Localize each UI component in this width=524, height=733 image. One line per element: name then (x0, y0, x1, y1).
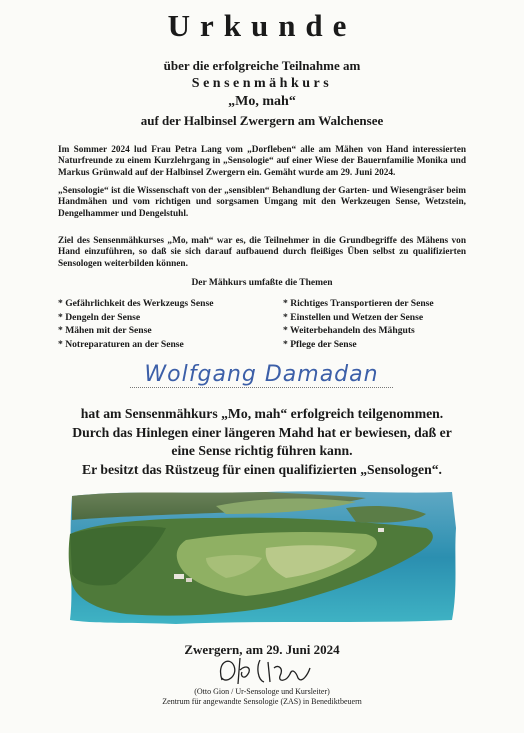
participant-name-field (130, 362, 393, 388)
themes-heading: Der Mähkurs umfaßte die Themen (191, 278, 333, 288)
topic-item: * Einstellen und Wetzen der Sense (283, 311, 424, 323)
certificate-title: Urkunde (167, 8, 357, 43)
place-date: Zwergern, am 29. Juni 2024 (184, 642, 340, 657)
topics-list-left (58, 297, 213, 351)
dotted-line (130, 387, 393, 388)
intro-paragraph: Im Sommer 2024 lud Frau Petra Lang vom „Dorfleben“ alle am Mähen von Hand interessierten Naturfreunde zu einem Kurzlehrgang in „Sensologie“ auf einer Wiese der Bauernfamilie Monika und Markus Grünwald auf der Halbinsel Zwergern ein. Gemäht wurde am 29. Juni 2024. (58, 145, 466, 178)
subtitle-line: über die erfolgreiche Teilnahme am (163, 58, 361, 73)
goal-paragraph: Ziel des Sensenmähkurses „Mo, mah“ war es, die Teilnehmer in die Grundbegriffe des Mähens von Hand einzuführen, so daß sie sich darauf aufbauend durch fleißiges Üben selbst zu qualifizierten Sensologen weiterbilden können. (58, 236, 466, 269)
signer-name: (Otto Gion / Ur-Sensologe und Kursleiter) (194, 687, 330, 696)
definition-paragraph: „Sensologie“ ist die Wissenschaft von der „sensiblen“ Behandlung der Garten- und Wiesengräser beim Handmähen und vom richtigen und sorgsamen Umgang mit den Werkzeugen Sense, Wetzstein, Dengelhammer und Dengelstuhl. (58, 186, 466, 219)
topic-item: * Pflege der Sense (283, 338, 357, 350)
topic-item: * Notreparaturen an der Sense (58, 338, 184, 350)
topic-item: * Weiterbehandeln des Mähguts (283, 325, 415, 336)
course-location: auf der Halbinsel Zwergern am Walchensee (140, 113, 384, 128)
topics-list-right (283, 297, 434, 351)
peninsula-photo (66, 488, 458, 626)
achievement-statement (0, 405, 524, 479)
course-motto: „Mo, mah“ (228, 94, 296, 109)
signature-image (160, 650, 360, 690)
signer-organization: Zentrum für angewandte Sensologie (ZAS) in Benediktbeuern (162, 697, 362, 706)
statement-line: Er besitzt das Rüstzeug für einen qualifizierten „Sensologen“. (82, 461, 442, 477)
topic-item: * Mähen mit der Sense (58, 325, 152, 336)
topic-item: * Richtiges Transportieren der Sense (283, 298, 434, 309)
topic-item: * Dengeln der Sense (58, 311, 141, 323)
course-name: Sensenmähkurs (191, 76, 333, 91)
statement-line: Durch das Hinlegen einer längeren Mahd hat er bewiesen, daß er (72, 424, 452, 440)
statement-line: hat am Sensenmähkurs „Mo, mah“ erfolgreich teilgenommen. (80, 406, 444, 421)
participant-name: Wolfgang Damadan (144, 362, 379, 387)
statement-line: eine Sense richtig führen kann. (171, 443, 353, 458)
topic-item: * Gefährlichkeit des Werkzeugs Sense (58, 298, 214, 309)
